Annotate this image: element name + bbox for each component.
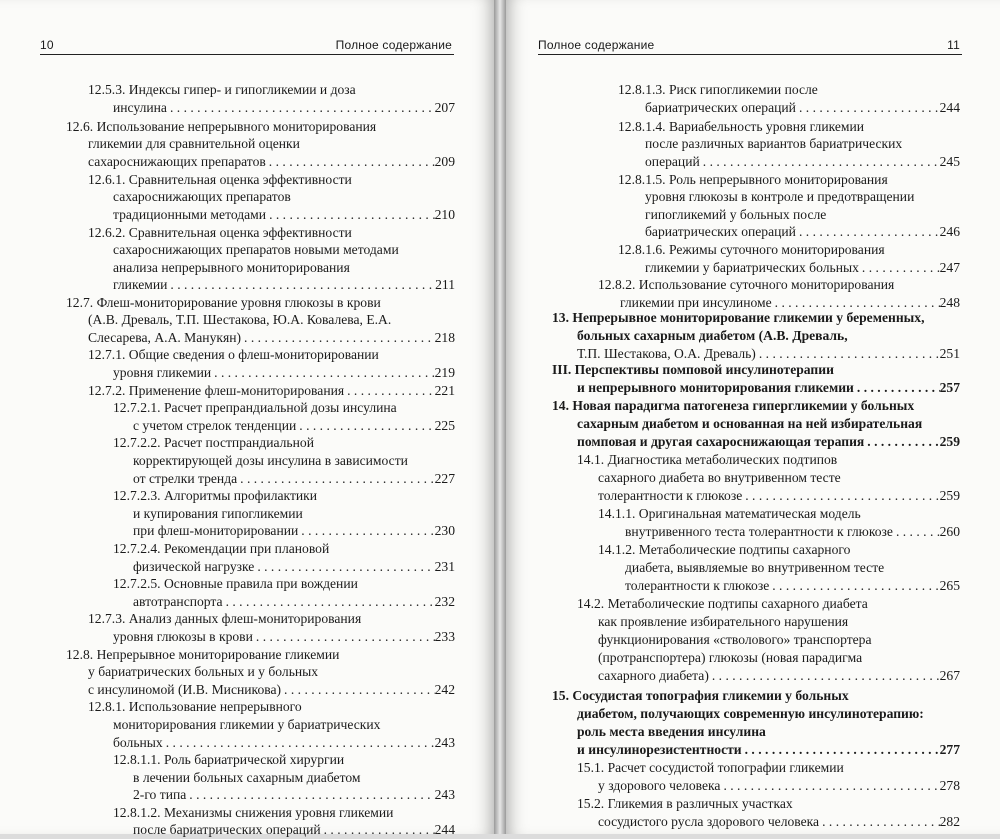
toc-entry-text: инсулина [113,100,167,115]
toc-entry-text: 12.7.2.2. Расчет постпрандиальной [113,435,314,450]
toc-line [113,275,455,294]
toc-line [113,539,329,558]
toc-line [113,363,455,382]
toc-page-number: 244 [939,100,960,115]
toc-entry-text: 12.8.1.2. Механизмы снижения уровня гликемии [113,805,394,820]
toc-entry-text: как проявление избирательного нарушения [598,614,849,629]
toc-entry-text: сахарным диабетом и основанная на ней избирательная [577,416,923,431]
toc-line [552,396,914,415]
toc-line [113,574,358,593]
toc-entry-text: сосудистого русла здорового человека [598,814,820,829]
toc-line [645,222,960,241]
dot-leader [266,152,435,171]
toc-entry-text: гликемии при инсулиноме [620,295,772,310]
toc-entry-text: уровня глюкозы в крови [113,629,253,644]
toc-entry-text: сахарного диабета во внутривенном тесте [598,470,841,485]
toc-entry-text: сахароснижающих препаратов [88,154,266,169]
toc-page-number: 282 [939,814,960,829]
dot-leader [864,432,939,451]
book-gutter [494,0,506,834]
toc-line [113,398,397,417]
toc-line [645,187,914,206]
toc-page-number: 207 [434,100,455,115]
toc-line [113,187,291,206]
toc-entry-text: 12.7.2.3. Алгоритмы профилактики [113,488,318,503]
toc-entry-text: автотранспорта [133,594,223,609]
toc-entry-text: и купирования гипогликемии [133,506,303,521]
toc-line [598,666,960,685]
dot-leader [700,152,940,171]
dot-leader [211,363,434,382]
toc-page-number: 243 [434,787,455,802]
toc-entry-text: бариатрических операций [645,100,796,115]
toc-line [625,522,960,541]
toc-entry-text: 12.6.1. Сравнительная оценка эффективности [88,172,352,187]
dot-leader [720,776,939,795]
toc-line [577,432,960,451]
toc-entry-text: 12.7.2.4. Рекомендации при плановой [113,541,330,556]
toc-entry-text: 14. Новая парадигма патогенеза гипергликемии у больных [552,398,915,413]
toc-entry-text: у бариатрических больных и у больных [88,664,319,679]
toc-entry-text: 12.8.1. Использование непрерывного [88,699,302,714]
toc-line [552,686,849,705]
dot-leader [281,680,435,699]
toc-entry-text: внутривенного теста толерантности к глюкозе [625,524,893,539]
toc-entry-text: гликемии для сравнительной оценки [88,136,300,151]
toc-line [133,820,455,839]
dot-leader [893,522,940,541]
dot-leader [253,627,435,646]
toc-entry-text: гликемии у бариатрических больных [645,260,859,275]
toc-entry-text: уровня гликемии [113,365,212,380]
toc-entry-text: III. Перспективы помповой инсулинотерапии [552,362,834,377]
toc-line [88,80,356,99]
toc-line [577,740,960,759]
toc-line [113,627,455,646]
toc-line [113,433,314,452]
toc-page-number: 278 [939,778,960,793]
toc-line [577,704,924,723]
toc-page-number: 211 [435,277,455,292]
toc-entry-text: 12.8.1.4. Вариабельность уровня гликемии [618,119,865,134]
dot-leader [186,785,434,804]
dot-leader [742,486,939,505]
toc-line [577,794,793,813]
toc-line [577,594,868,613]
toc-line [625,558,884,577]
toc-entry-text: 14.2. Метаболические подтипы сахарного диабета [577,596,868,611]
toc-page-number: 277 [939,742,960,757]
toc-line [88,310,391,329]
toc-page-number: 244 [434,822,455,837]
dot-leader [769,576,939,595]
dot-leader [796,98,940,117]
toc-line [113,205,455,224]
toc-line [88,662,318,681]
toc-entry-text: диабетом, получающих современную инсулинотерапию: [577,706,924,721]
toc-line [645,98,960,117]
toc-page-number: 259 [939,488,960,503]
toc-line [113,750,344,769]
left-running-title: Полное содержание [335,38,452,52]
toc-entry-text: 13. Непрерывное мониторирование гликемии у беременных, [552,310,925,325]
toc-entry-text: и непрерывного мониторирования гликемии [577,380,854,395]
toc-line [133,451,408,470]
toc-page-number: 245 [939,154,960,169]
toc-line [552,308,924,327]
toc-entry-text: сахарного диабета) [598,668,709,683]
toc-entry-text: с инсулиномой (И.В. Мисникова) [88,682,282,697]
toc-entry-text: физической нагрузке [133,559,255,574]
toc-entry-text: 12.8.1.5. Роль непрерывного мониторирования [618,172,888,187]
toc-entry-text: диабета, выявляемые во внутривенном тесте [625,560,885,575]
toc-line [113,240,399,259]
dot-leader [709,666,940,685]
toc-entry-text: после различных вариантов бариатрических [645,136,903,151]
toc-entry-text: гипогликемий у больных после [645,207,827,222]
toc-line [618,240,885,259]
toc-entry-text: сахароснижающих препаратов [113,189,291,204]
toc-line [645,134,902,153]
toc-line [88,609,361,628]
toc-entry-text: 14.1. Диагностика метаболических подтипов [577,452,838,467]
toc-entry-text: Слесарева, А.А. Манукян) [88,330,242,345]
toc-entry-text: 12.6.2. Сравнительная оценка эффективности [88,225,352,240]
toc-entry-text: Т.П. Шестакова, О.А. Древаль) [577,346,756,361]
toc-entry-text: 12.8.1.3. Риск гипогликемии после [618,82,818,97]
toc-entry-text: 12.7.3. Анализ данных флеш-мониторирования [88,611,362,626]
toc-entry-text: гликемии [113,277,168,292]
toc-entry-text: с учетом стрелок тенденции [133,418,297,433]
toc-entry-text: (А.В. Древаль, Т.П. Шестакова, Ю.А. Ковалева, Е.А. [88,312,392,327]
toc-line [88,697,302,716]
toc-page-number: 267 [939,668,960,683]
toc-entry-text: 12.7.2.1. Расчет препрандиальной дозы инсулина [113,400,397,415]
toc-entry-text: корректирующей дозы инсулина в зависимости [133,453,408,468]
toc-entry-text: 15. Сосудистая топография гликемии у больных [552,688,849,703]
toc-page-number: 210 [434,207,455,222]
toc-page-number: 209 [434,154,455,169]
toc-page-number: 219 [434,365,455,380]
toc-line [577,326,848,345]
toc-entry-text: больных [113,735,163,750]
toc-entry-text: 12.5.3. Индексы гипер- и гипогликемии и доза [88,82,356,97]
toc-page-number: 259 [939,434,960,449]
toc-entry-text: 2-го типа [133,787,187,802]
toc-entry-text: бариатрических операций [645,224,796,239]
toc-entry-text: в лечении больных сахарным диабетом [133,770,361,785]
toc-entry-text: у здорового человека [598,778,721,793]
toc-line [598,504,861,523]
dot-leader [167,98,435,117]
toc-page-number: 232 [434,594,455,609]
toc-page-number: 265 [939,578,960,593]
toc-entry-text: мониторирования гликемии у бариатрических [113,717,381,732]
toc-line [598,776,960,795]
toc-entry-text: 12.8.2. Использование суточного мониторирования [598,277,895,292]
toc-page-number: 260 [939,524,960,539]
right-page-number: 11 [947,38,960,52]
toc-page-number: 257 [939,380,960,395]
toc-entry-text: операций [645,154,700,169]
toc-entry-text: 12.8. Непрерывное мониторирование гликемии [66,647,340,662]
toc-entry-text: после бариатрических операций [133,822,321,837]
toc-page-number: 225 [434,418,455,433]
toc-entry-text: 12.8.1.1. Роль бариатрической хирургии [113,752,345,767]
toc-entry-text: толерантности к глюкозе [598,488,743,503]
toc-page-number: 218 [434,330,455,345]
toc-entry-text: от стрелки тренда [133,471,238,486]
toc-line [113,98,455,117]
toc-entry-text: анализа непрерывного мониторирования [113,260,350,275]
toc-entry-text: традиционными методами [113,207,267,222]
toc-line [577,758,844,777]
left-header-rule [40,54,454,55]
toc-entry-text: 12.7. Флеш-мониторирование уровня глюкозы в крови [66,295,381,310]
toc-line [577,450,837,469]
toc-entry-text: 15.2. Гликемия в различных участках [577,796,793,811]
toc-line [88,152,455,171]
toc-entry-text: 12.6. Использование непрерывного мониторирования [66,119,377,134]
dot-leader [854,378,940,397]
toc-line [598,612,848,631]
toc-page-number: 221 [434,383,455,398]
toc-line [577,414,922,433]
toc-line [113,715,380,734]
toc-entry-text: толерантности к глюкозе [625,578,770,593]
toc-page-number: 246 [939,224,960,239]
toc-page-number: 230 [434,523,455,538]
toc-line [598,540,850,559]
toc-entry-text: больных сахарным диабетом (А.В. Древаль, [577,328,848,343]
toc-entry-text: уровня глюкозы в контроле и предотвращении [645,189,915,204]
toc-entry-text: 15.1. Расчет сосудистой топографии гликемии [577,760,844,775]
left-page-number: 10 [40,38,54,52]
toc-entry-text: сахароснижающих препаратов новыми методами [113,242,399,257]
toc-entry-text: 12.7.2. Применение флеш-мониторирования [88,383,345,398]
toc-line [552,360,834,379]
toc-line [133,521,455,540]
toc-entry-text: 14.1.1. Оригинальная математическая модель [598,506,861,521]
toc-page-number: 242 [434,682,455,697]
dot-leader [167,275,435,294]
toc-line [133,785,455,804]
toc-page-number: 248 [939,295,960,310]
toc-line [88,345,379,364]
toc-page-number: 231 [434,559,455,574]
dot-leader [298,521,434,540]
toc-line [598,486,960,505]
toc-entry-text: функционирования «стволового» транспортера [598,632,872,647]
toc-page-number: 227 [434,471,455,486]
toc-line [577,722,766,741]
toc-page-number: 233 [434,629,455,644]
toc-entry-text: и инсулинорезистентности [577,742,742,757]
dot-leader [266,205,435,224]
toc-entry-text: 12.7.2.5. Основные правила при вождении [113,576,358,591]
toc-entry-text: 12.7.1. Общие сведения о флеш-мониторировании [88,347,379,362]
dot-leader [296,416,434,435]
toc-line [113,486,317,505]
dot-leader [819,812,940,831]
toc-line [598,812,960,831]
toc-entry-text: (протранспортера) глюкозы (новая парадигма [598,650,863,665]
right-header-rule [538,54,962,55]
toc-page-number: 247 [939,260,960,275]
toc-line [88,134,300,153]
toc-entry-text: 14.1.2. Метаболические подтипы сахарного [598,542,851,557]
dot-leader [796,222,940,241]
toc-line [598,630,872,649]
toc-line [618,80,818,99]
right-running-title: Полное содержание [538,38,655,52]
toc-entry-text: роль места введения инсулина [577,724,766,739]
toc-entry-text: помповая и другая сахароснижающая терапия [577,434,865,449]
toc-line [577,378,960,397]
toc-line [625,576,960,595]
toc-page-number: 243 [434,735,455,750]
left-header [0,30,494,52]
toc-entry-text: при флеш-мониторировании [133,523,299,538]
right-header [506,30,1000,52]
toc-entry-text: 12.8.1.6. Режимы суточного мониторирования [618,242,885,257]
dot-leader [321,820,435,839]
dot-leader [742,740,940,759]
toc-line [645,152,960,171]
toc-line [598,275,894,294]
toc-line [598,648,862,667]
toc-page-number: 251 [939,346,960,361]
toc-line [598,468,841,487]
